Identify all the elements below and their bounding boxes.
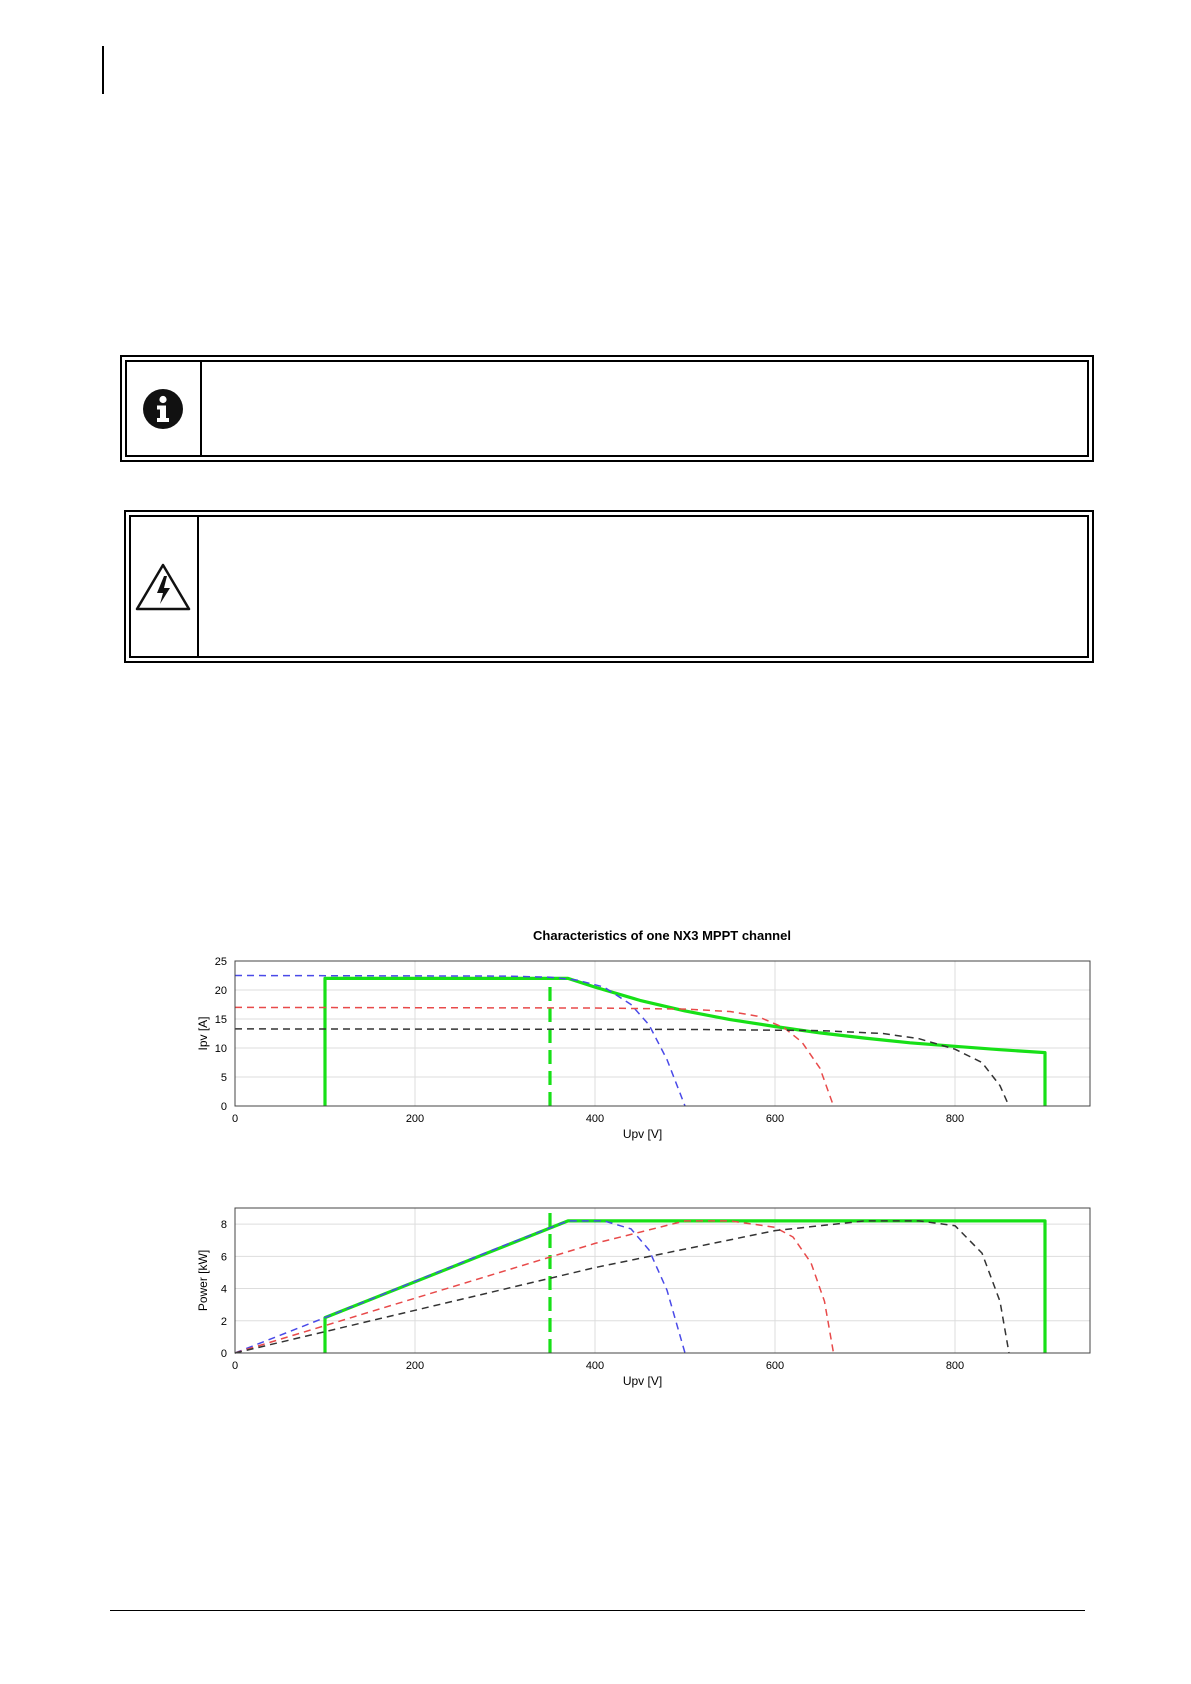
mppt-chart-svg	[180, 920, 1110, 1390]
x-axis-label: Upv [V]	[622, 1374, 663, 1388]
y-tick-label: 15	[214, 1014, 227, 1026]
y-tick-label: 0	[220, 1101, 227, 1113]
mppt-characteristics-figure	[180, 920, 1110, 1390]
x-tick-label: 0	[231, 1113, 239, 1125]
y-tick-label: 25	[214, 956, 227, 968]
x-tick-label: 200	[405, 1113, 425, 1125]
footer-rule	[110, 1610, 1085, 1611]
y-tick-label: 10	[214, 1043, 227, 1055]
x-tick-label: 400	[585, 1113, 605, 1125]
x-tick-label: 600	[765, 1360, 785, 1372]
y-tick-label: 4	[220, 1283, 227, 1296]
x-tick-label: 800	[945, 1113, 965, 1125]
y-tick-label: 0	[220, 1348, 227, 1360]
x-tick-label: 400	[585, 1360, 605, 1372]
y-tick-label: 6	[220, 1251, 227, 1264]
y-tick-label: 20	[214, 985, 227, 997]
y-tick-label: 8	[220, 1219, 227, 1232]
y-axis-label: Power [kW]	[196, 1249, 210, 1312]
warning-notice-box	[124, 510, 1094, 663]
plot-area	[235, 961, 1090, 1106]
warning-notice-icon-cell	[129, 515, 197, 658]
warning-notice-text	[199, 515, 1089, 658]
x-tick-label: 600	[765, 1113, 785, 1125]
info-notice-text	[202, 360, 1089, 457]
x-axis-label: Upv [V]	[622, 1127, 663, 1141]
info-icon	[142, 388, 184, 430]
high-voltage-warning-icon	[134, 562, 192, 612]
margin-change-bar	[102, 46, 104, 94]
x-tick-label: 0	[231, 1360, 239, 1372]
x-tick-label: 800	[945, 1360, 965, 1372]
chart-panel-1	[196, 956, 1090, 1141]
y-tick-label: 2	[220, 1315, 227, 1328]
y-tick-label: 5	[220, 1072, 227, 1084]
chart-panel-2	[196, 1208, 1090, 1388]
info-notice-icon-cell	[125, 360, 200, 457]
chart-title: Characteristics of one NX3 MPPT channel	[533, 928, 791, 943]
info-notice-box	[120, 355, 1094, 462]
x-tick-label: 200	[405, 1360, 425, 1372]
y-axis-label: Ipv [A]	[196, 1016, 210, 1051]
